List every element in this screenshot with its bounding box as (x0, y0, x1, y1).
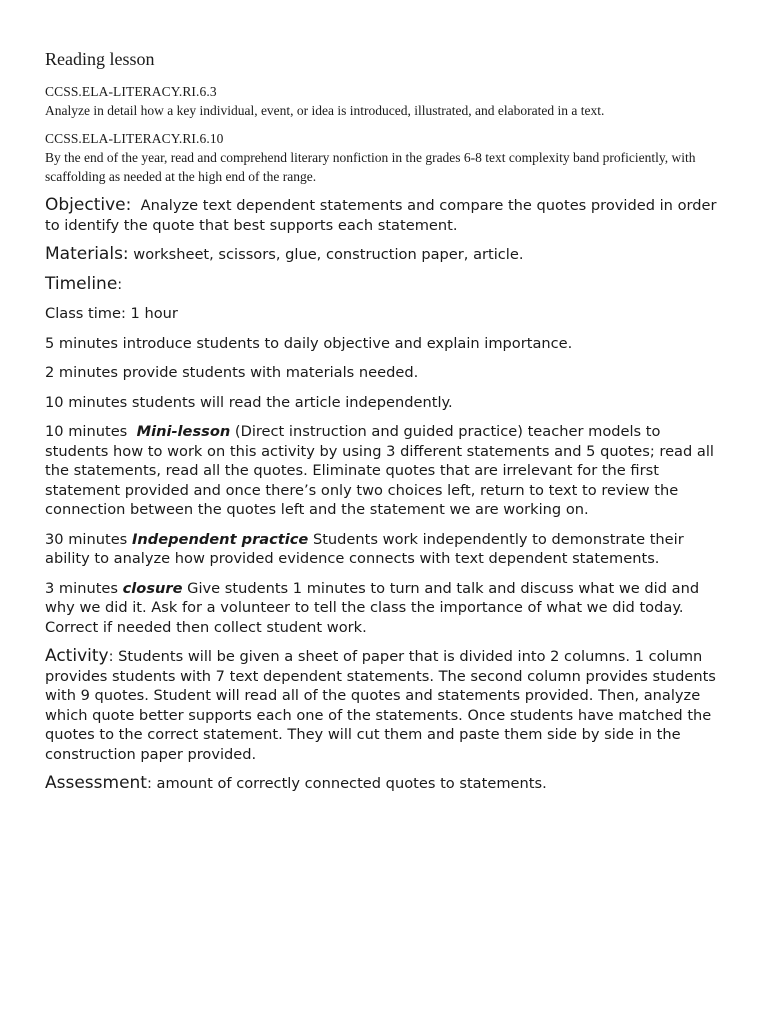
activity-text: : Students will be given a sheet of paper that is divided into 2 columns. 1 column provides students with 7 text dependent statements. The second column provides students with 9 quotes. Student will read all of the quotes and statements provided. Then, analyze which quote better supports each one of the statements. Once students have matched the quotes to the correct statement. They will cut them and paste them side by side in the construction paper provided. (45, 648, 716, 763)
timeline-colon: : (117, 275, 123, 293)
page-title: Reading lesson (45, 49, 155, 69)
materials-section (45, 245, 725, 265)
timeline-heading (45, 275, 725, 295)
objective-label: Objective: (45, 195, 132, 215)
step-emphasis: Mini-lesson (136, 423, 231, 440)
assessment-label: Assessment (45, 773, 147, 793)
standard-text: Analyze in detail how a key individual, event, or idea is introduced, illustrated, and elaborated in a text. (45, 103, 605, 118)
step-duration: 3 minutes (45, 579, 118, 597)
step-emphasis: closure (122, 579, 183, 597)
step-duration: 10 minutes (45, 423, 128, 440)
timeline-step: 5 minutes introduce students to daily objective and explain importance. (45, 334, 573, 352)
objective-text: Analyze text dependent statements and compare the quotes provided in order to identify the quote that best supports each statement. (45, 197, 717, 234)
standard-text: By the end of the year, read and comprehend literary nonfiction in the grades 6-8 text complexity band proficiently, with scaffolding as needed at the high end of the range. (45, 150, 696, 184)
lesson-document (45, 47, 725, 804)
step-description: (Direct instruction and guided practice) teacher models to students how to work on this activity by using 3 different statements and 5 quotes; read all the statements, read all the quotes. Eliminate quotes that are irrelevant for the first statement provided and once there’s only two choices left, return to text to review the connection between the quotes left and the statement we are working on. (45, 423, 714, 518)
standard-code: CCSS.ELA-LITERACY.RI.6.10 (45, 131, 224, 146)
step-description: Give students 1 minutes to turn and talk and discuss what we did and why we did it. Ask for a volunteer to tell the class the importance of what we did today. Correct if needed then collect student work. (45, 579, 700, 636)
activity-section (45, 647, 725, 764)
objective-section (45, 196, 725, 235)
step-emphasis: Independent practice (131, 530, 309, 548)
standard-code: CCSS.ELA-LITERACY.RI.6.3 (45, 84, 217, 99)
materials-text: worksheet, scissors, glue, construction paper, article. (133, 246, 524, 263)
timeline-step: 10 minutes students will read the article independently. (45, 393, 453, 411)
step-duration: 30 minutes (45, 530, 128, 548)
step-description: Students work independently to demonstrate their ability to analyze how provided evidence connects with text dependent statements. (45, 530, 684, 567)
activity-label: Activity (45, 646, 109, 666)
assessment-text: : amount of correctly connected quotes to statements. (146, 775, 547, 792)
timeline-step-mini-lesson (45, 422, 725, 520)
timeline-step-independent-practice (45, 530, 725, 569)
materials-label: Materials: (45, 244, 129, 264)
timeline-step-closure (45, 579, 725, 638)
class-time: Class time: 1 hour (45, 305, 178, 322)
assessment-section (45, 774, 725, 794)
timeline-label: Timeline (45, 273, 118, 294)
timeline-step: 2 minutes provide students with materials needed. (45, 364, 419, 381)
